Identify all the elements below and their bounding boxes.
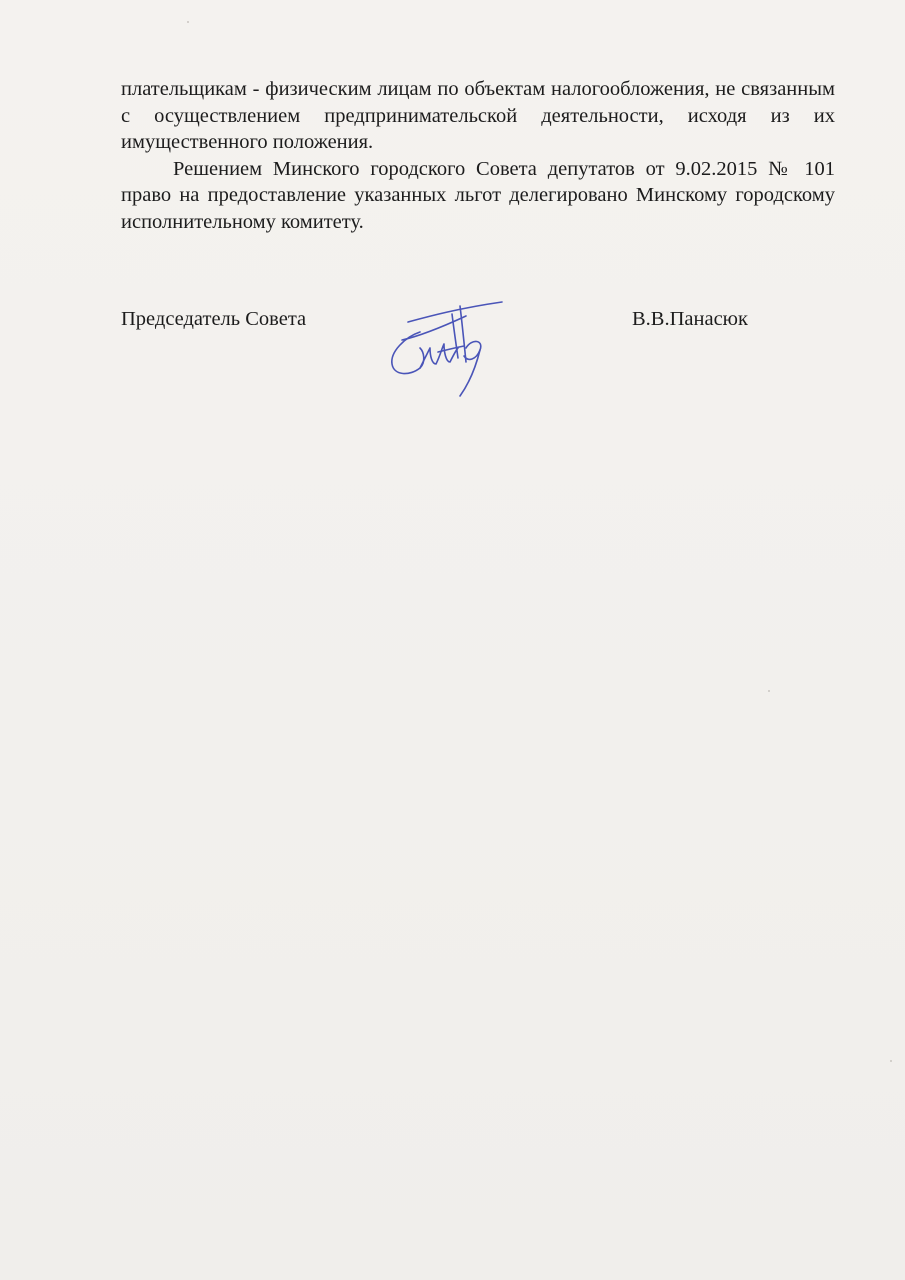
paragraph-continuation: плательщикам - физическим лицам по объектам налогообложения, не связанным с осуществлением предпринимательской деятельности, исходя из их имущественного положения. — [121, 78, 835, 153]
paper-speck — [890, 1060, 892, 1062]
signatory-name: В.В.Панасюк — [632, 308, 748, 330]
signatory-title: Председатель Совета — [121, 308, 307, 330]
document-body — [121, 76, 835, 235]
paper-speck — [187, 21, 189, 23]
handwritten-signature — [380, 292, 510, 402]
paragraph-decision: Решением Минского городского Совета депутатов от 9.02.2015 № 101 право на предоставление указанных льгот делегировано Минскому городскому исполнительному комитету. — [121, 157, 835, 233]
paper-speck — [768, 690, 770, 692]
